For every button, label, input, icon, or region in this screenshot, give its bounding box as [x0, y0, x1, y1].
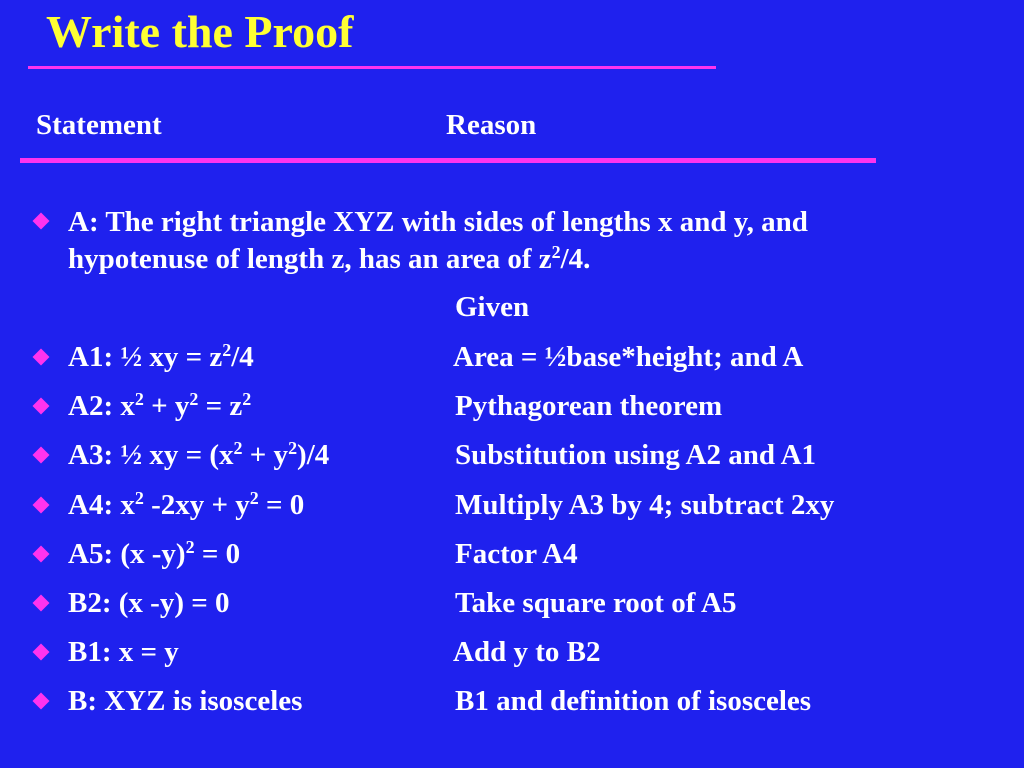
diamond-bullet-icon	[33, 497, 50, 514]
statement-segment: + y	[242, 439, 289, 471]
statement-segment: -2xy + y	[143, 489, 250, 521]
statement-text	[68, 586, 230, 621]
statement-text	[68, 635, 179, 670]
intro-line-2-superscript: 2	[551, 242, 561, 263]
intro-line-2-end: /4.	[560, 243, 591, 275]
statement-segment: A2: x	[68, 390, 135, 422]
statement-segment: B: XYZ is isosceles	[68, 685, 303, 717]
diamond-bullet-icon	[33, 644, 50, 661]
intro-line-1: A: The right triangle XYZ with sides of lengths x and y, and	[68, 206, 808, 238]
diamond-bullet-icon	[33, 693, 50, 710]
statement-segment: /4	[231, 341, 254, 373]
intro-text	[68, 204, 978, 278]
statement-text	[68, 488, 304, 523]
reason-text: Factor A4	[455, 538, 578, 570]
statement-segment: B1: x = y	[68, 636, 179, 668]
reason-text: Area = ½base*height; and A	[453, 341, 804, 373]
statement-superscript: 2	[134, 389, 144, 410]
intro-line-2-text: hypotenuse of length z, has an area of z	[68, 243, 552, 275]
statement-segment: A3: ½ xy = (x	[68, 439, 234, 471]
header-underline	[20, 158, 876, 163]
statement-text	[68, 684, 302, 719]
diamond-bullet-icon	[33, 398, 50, 415]
statement-segment: A4: x	[68, 489, 135, 521]
statement-superscript: 2	[134, 488, 144, 509]
statement-segment: + y	[143, 390, 190, 422]
statement-segment: = z	[198, 390, 243, 422]
statement-segment: = 0	[194, 538, 241, 570]
statement-superscript: 2	[222, 340, 232, 361]
statement-segment: A5: (x -y)	[68, 538, 186, 570]
statement-text	[68, 389, 251, 424]
statement-text	[68, 537, 240, 572]
slide-title: Write the Proof	[46, 6, 354, 57]
statement-superscript: 2	[242, 389, 252, 410]
statement-segment: )/4	[297, 439, 330, 471]
reason-text: Pythagorean theorem	[455, 390, 723, 422]
statement-segment: A1: ½ xy = z	[68, 341, 223, 373]
given-reason: Given	[455, 291, 530, 323]
reason-text: Multiply A3 by 4; subtract 2xy	[455, 489, 835, 521]
statement-header: Statement	[36, 109, 162, 141]
intro-line-2	[68, 241, 978, 278]
statement-superscript: 2	[288, 438, 298, 459]
reason-text: Add y to B2	[453, 636, 601, 668]
statement-text	[68, 340, 254, 375]
diamond-bullet-icon	[33, 546, 50, 563]
diamond-bullet-icon	[33, 447, 50, 464]
statement-superscript: 2	[189, 389, 199, 410]
statement-text	[68, 438, 329, 473]
title-underline	[28, 66, 716, 69]
diamond-bullet-icon	[33, 595, 50, 612]
diamond-bullet-icon	[33, 213, 50, 230]
reason-text: Take square root of A5	[455, 587, 737, 619]
statement-segment: B2: (x -y) = 0	[68, 587, 230, 619]
statement-superscript: 2	[249, 488, 259, 509]
statement-superscript: 2	[233, 438, 243, 459]
statement-segment: = 0	[258, 489, 305, 521]
statement-superscript: 2	[185, 537, 195, 558]
reason-text: B1 and definition of isosceles	[455, 685, 812, 717]
reason-header: Reason	[446, 109, 537, 141]
reason-text: Substitution using A2 and A1	[455, 439, 817, 471]
diamond-bullet-icon	[33, 349, 50, 366]
